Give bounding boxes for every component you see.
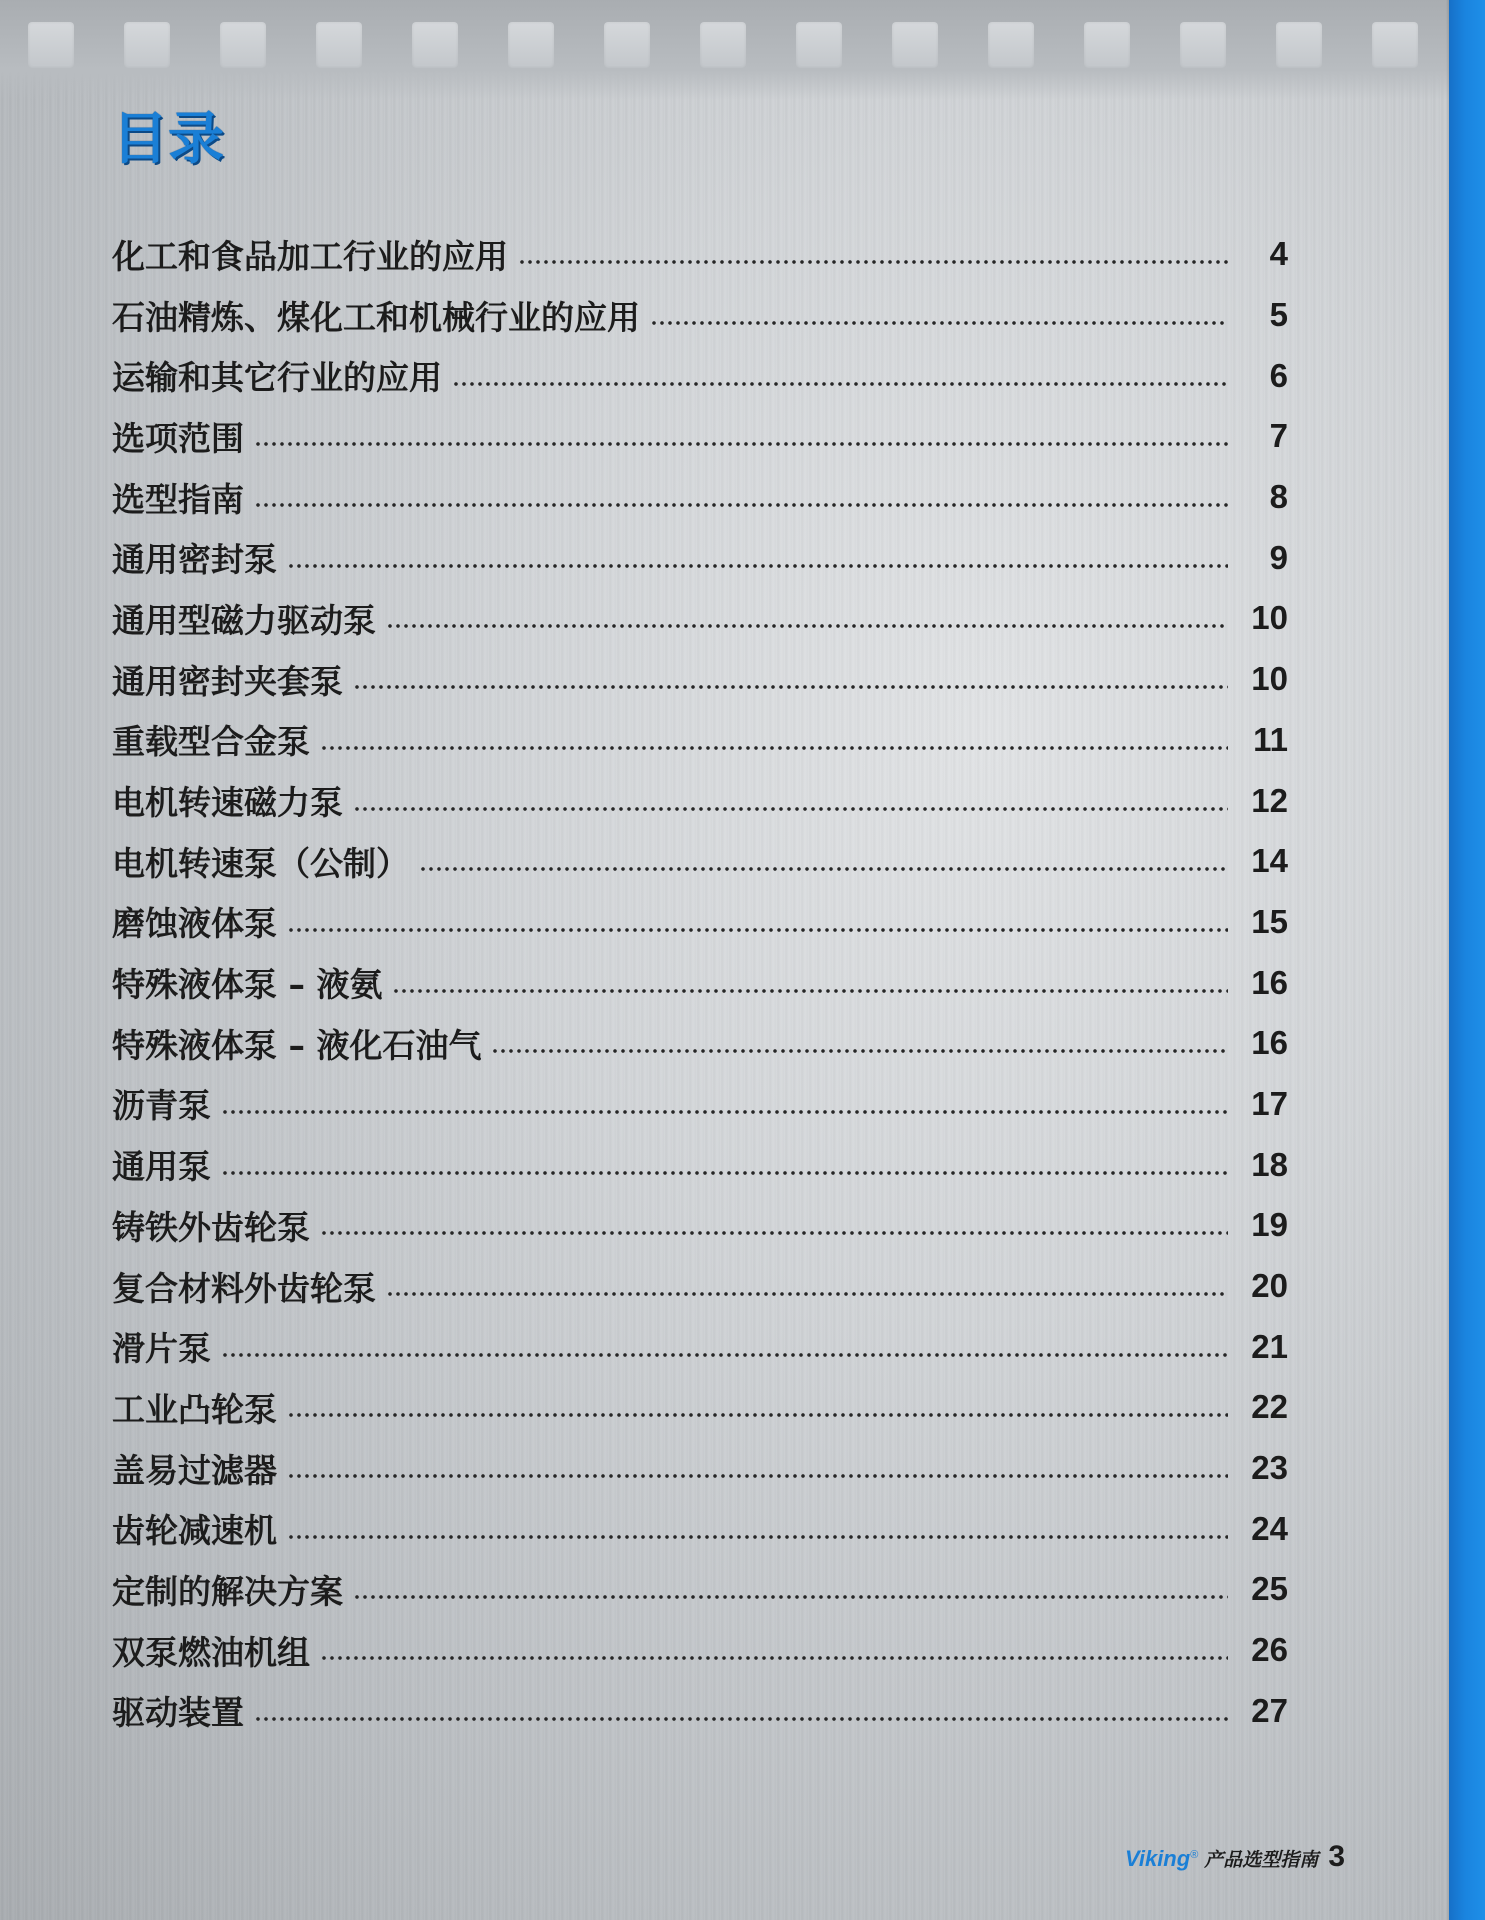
toc-entry-page-number: 16 (1251, 1024, 1288, 1062)
toc-entry[interactable] (112, 1013, 1288, 1074)
toc-entry[interactable] (112, 1256, 1288, 1317)
toc-entry[interactable] (112, 467, 1288, 528)
film-hole (1180, 22, 1226, 68)
film-hole (796, 22, 842, 68)
dot-leader (320, 1655, 1228, 1661)
toc-entry-page-number: 6 (1269, 356, 1288, 394)
toc-entry-page-number: 15 (1251, 902, 1288, 940)
toc-entry-title: 化工和食品加工行业的应用 (112, 236, 508, 276)
toc-entry[interactable] (112, 1316, 1288, 1377)
toc-entry[interactable] (112, 710, 1288, 771)
toc-entry[interactable] (112, 224, 1288, 285)
table-of-contents (112, 224, 1288, 1741)
dot-leader (386, 623, 1228, 629)
toc-entry-title: 沥青泵 (112, 1086, 211, 1126)
toc-entry-title: 重载型合金泵 (112, 722, 310, 762)
dot-leader (320, 1230, 1228, 1236)
dot-leader (221, 1170, 1228, 1176)
dot-leader (221, 1352, 1228, 1358)
toc-entry-title: 石油精炼、煤化工和机械行业的应用 (112, 297, 640, 337)
toc-entry[interactable] (112, 1681, 1288, 1742)
toc-entry-page-number: 21 (1251, 1327, 1288, 1365)
toc-entry-page-number: 25 (1251, 1570, 1288, 1608)
toc-entry-page-number: 5 (1269, 296, 1288, 334)
dot-leader (452, 381, 1228, 387)
dot-leader (518, 259, 1228, 265)
film-hole (124, 22, 170, 68)
toc-entry-title: 通用型磁力驱动泵 (112, 600, 376, 640)
side-color-bar (1449, 0, 1485, 1920)
footer-page-number: 3 (1328, 1840, 1345, 1873)
dot-leader (419, 866, 1228, 872)
toc-entry-title: 选项范围 (112, 418, 244, 458)
toc-entry-page-number: 20 (1251, 1267, 1288, 1305)
toc-entry[interactable] (112, 345, 1288, 406)
dot-leader (392, 988, 1228, 994)
toc-entry-title: 通用密封夹套泵 (112, 661, 343, 701)
page-footer (1125, 1840, 1345, 1874)
toc-entry-title: 通用泵 (112, 1147, 211, 1187)
dot-leader (254, 441, 1228, 447)
toc-entry[interactable] (112, 406, 1288, 467)
dot-leader (287, 1473, 1228, 1479)
toc-entry-title: 选型指南 (112, 479, 244, 519)
toc-entry-title: 齿轮减速机 (112, 1511, 277, 1551)
toc-entry-page-number: 27 (1251, 1691, 1288, 1729)
film-hole (316, 22, 362, 68)
toc-entry-title: 运输和其它行业的应用 (112, 358, 442, 398)
dot-leader (254, 1716, 1228, 1722)
dot-leader (353, 806, 1228, 812)
toc-entry-page-number: 17 (1251, 1084, 1288, 1122)
toc-entry[interactable] (112, 952, 1288, 1013)
toc-entry-title: 特殊液体泵 – 液化石油气 (112, 1025, 482, 1065)
toc-entry[interactable] (112, 1620, 1288, 1681)
toc-entry-title: 电机转速泵（公制） (112, 843, 409, 883)
toc-entry[interactable] (112, 285, 1288, 346)
toc-entry-page-number: 18 (1251, 1145, 1288, 1183)
dot-leader (353, 1594, 1228, 1600)
toc-entry[interactable] (112, 831, 1288, 892)
toc-entry-title: 驱动装置 (112, 1693, 244, 1733)
page-title: 目录 (112, 107, 224, 172)
toc-entry[interactable] (112, 1377, 1288, 1438)
film-hole (604, 22, 650, 68)
toc-entry-page-number: 4 (1269, 235, 1288, 273)
dot-leader (287, 1412, 1228, 1418)
toc-entry-page-number: 14 (1251, 842, 1288, 880)
film-hole (1084, 22, 1130, 68)
toc-entry-title: 滑片泵 (112, 1329, 211, 1369)
dot-leader (287, 1534, 1228, 1540)
film-hole (220, 22, 266, 68)
film-hole (892, 22, 938, 68)
toc-entry-page-number: 12 (1251, 781, 1288, 819)
toc-entry-title: 双泵燃油机组 (112, 1632, 310, 1672)
film-strip-decoration (0, 0, 1449, 100)
toc-entry[interactable] (112, 527, 1288, 588)
toc-entry-title: 特殊液体泵 – 液氨 (112, 965, 383, 1005)
toc-entry-page-number: 11 (1253, 720, 1288, 758)
dot-leader (386, 1291, 1228, 1297)
toc-entry-page-number: 8 (1269, 478, 1288, 516)
film-hole (988, 22, 1034, 68)
registered-mark: ® (1190, 1849, 1199, 1861)
toc-entry-page-number: 16 (1251, 963, 1288, 1001)
dot-leader (650, 320, 1228, 326)
footer-guide-title: 产品选型指南 (1204, 1849, 1319, 1871)
toc-entry-page-number: 19 (1251, 1206, 1288, 1244)
toc-entry[interactable] (112, 1134, 1288, 1195)
toc-entry-page-number: 26 (1251, 1631, 1288, 1669)
toc-entry-title: 电机转速磁力泵 (112, 783, 343, 823)
toc-entry[interactable] (112, 1559, 1288, 1620)
toc-entry-page-number: 10 (1251, 599, 1288, 637)
dot-leader (491, 1048, 1228, 1054)
toc-entry-page-number: 10 (1251, 660, 1288, 698)
toc-entry-title: 复合材料外齿轮泵 (112, 1268, 376, 1308)
film-hole (508, 22, 554, 68)
toc-entry[interactable] (112, 1195, 1288, 1256)
dot-leader (320, 745, 1228, 751)
toc-entry-page-number: 23 (1251, 1449, 1288, 1487)
toc-entry-title: 磨蚀液体泵 (112, 904, 277, 944)
toc-entry-title: 工业凸轮泵 (112, 1389, 277, 1429)
toc-entry[interactable] (112, 588, 1288, 649)
film-hole (700, 22, 746, 68)
film-hole (1372, 22, 1418, 68)
toc-entry-title: 铸铁外齿轮泵 (112, 1207, 310, 1247)
toc-entry[interactable] (112, 1438, 1288, 1499)
toc-entry-page-number: 7 (1269, 417, 1288, 455)
toc-entry[interactable] (112, 770, 1288, 831)
dot-leader (287, 927, 1228, 933)
dot-leader (221, 1109, 1228, 1115)
brand-name: Viking (1124, 1846, 1191, 1871)
toc-entry-page-number: 22 (1251, 1388, 1288, 1426)
dot-leader (254, 502, 1228, 508)
film-hole (412, 22, 458, 68)
toc-entry-page-number: 24 (1251, 1509, 1288, 1547)
toc-entry[interactable] (112, 1074, 1288, 1135)
film-hole (28, 22, 74, 68)
film-hole (1276, 22, 1322, 68)
toc-entry[interactable] (112, 892, 1288, 953)
toc-entry[interactable] (112, 649, 1288, 710)
toc-entry[interactable] (112, 1498, 1288, 1559)
toc-entry-title: 盖易过滤器 (112, 1450, 277, 1490)
dot-leader (287, 563, 1228, 569)
dot-leader (353, 684, 1228, 690)
toc-entry-title: 定制的解决方案 (112, 1571, 343, 1611)
toc-entry-title: 通用密封泵 (112, 540, 277, 580)
toc-entry-page-number: 9 (1269, 538, 1288, 576)
